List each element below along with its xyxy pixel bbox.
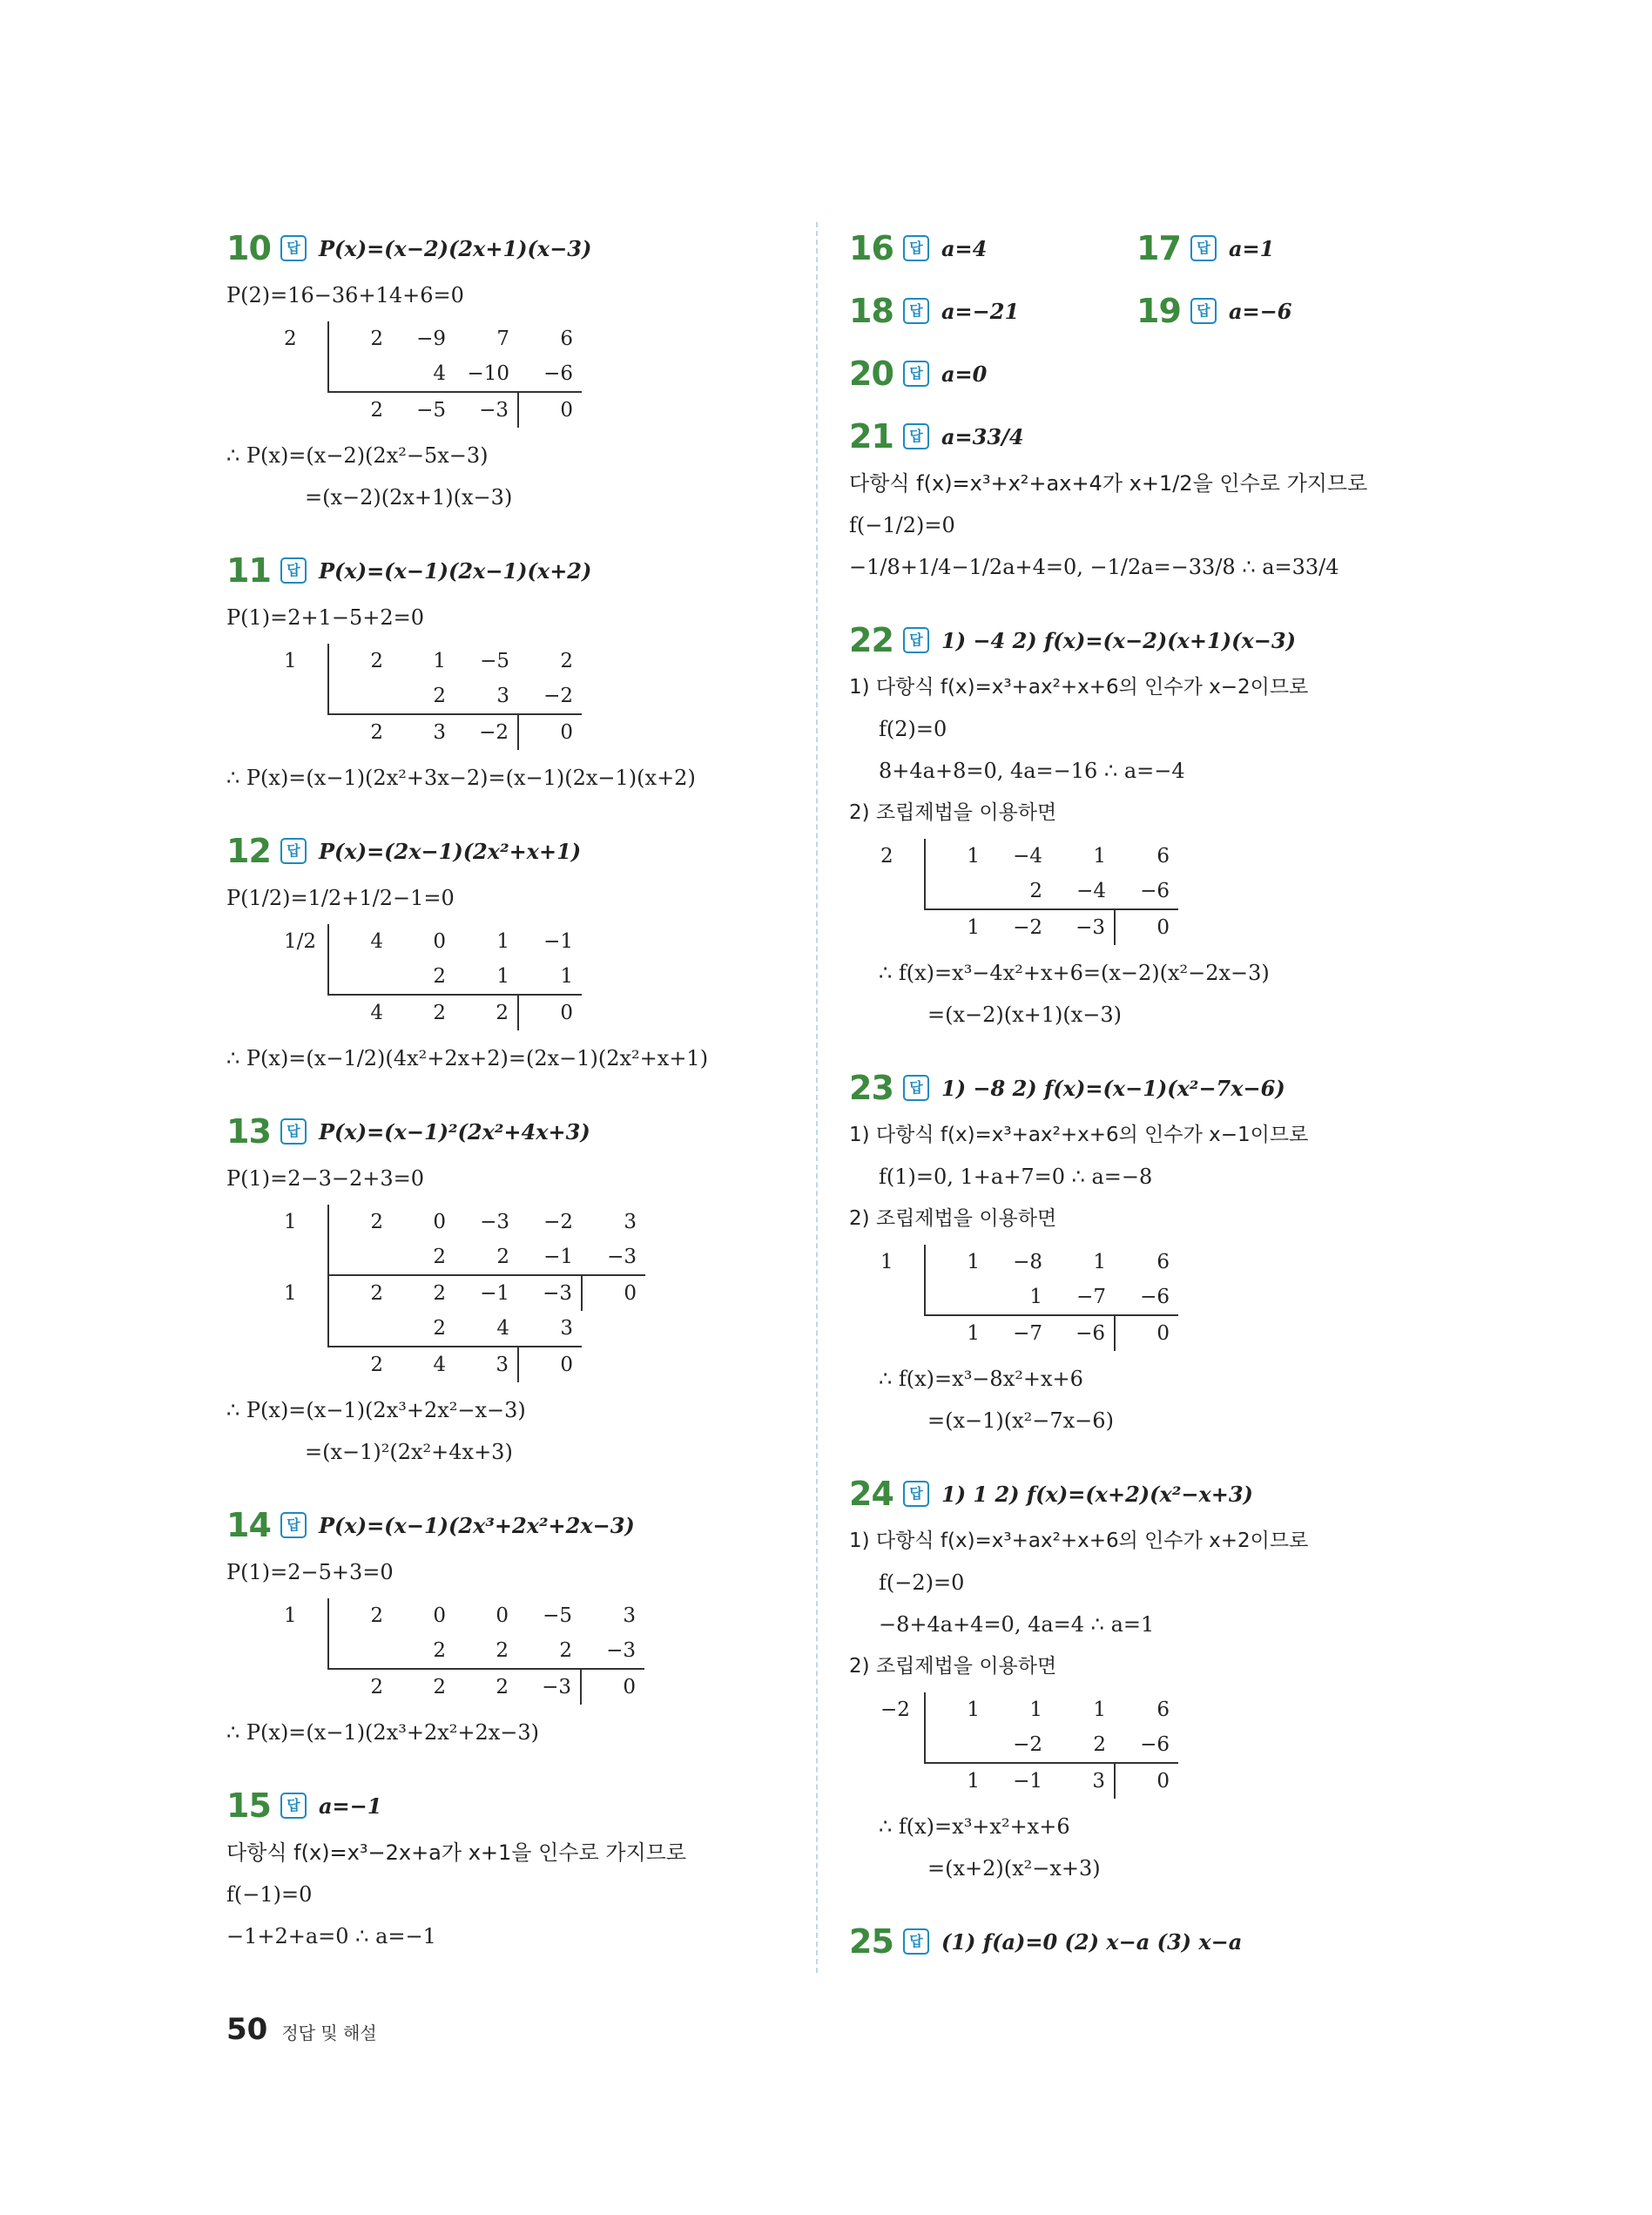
answer-badge: 답: [903, 235, 929, 261]
answer: P(x)=(x−1)(2x³+2x²+2x−3): [319, 1512, 635, 1538]
step-1: 1) 다항식 f(x)=x³+ax²+x+6의 인수가 x+2이므로: [849, 1530, 1309, 1552]
problem-13: [226, 1105, 827, 1473]
problem-15: [226, 1779, 827, 1957]
step-2: 2) 조립제법을 이용하면: [849, 1655, 1057, 1678]
solution-line: f(−1/2)=0: [849, 513, 955, 537]
problem-number: 23: [849, 1069, 893, 1107]
problem-number: 15: [226, 1786, 271, 1825]
synthetic-division: 1 2 0 −3 −2 3 2 2 −1 −3 1 2 2 −1 −3 0 2 4 3 2 4 3 0: [279, 1205, 645, 1382]
solution-line: 다항식 f(x)=x³+x²+ax+4가 x+1/2을 인수로 가지므로: [849, 471, 1368, 496]
solution-line: f(2)=0: [879, 717, 947, 741]
step-1: 1) 다항식 f(x)=x³+ax²+x+6의 인수가 x−2이므로: [849, 676, 1309, 699]
answer: a=−6: [1229, 298, 1292, 324]
solution-line: =(x−1)²(2x²+4x+3): [305, 1440, 513, 1464]
answer-badge: 답: [903, 361, 929, 387]
answer-badge: 답: [280, 838, 307, 864]
solution-line: =(x+2)(x²−x+3): [927, 1856, 1101, 1881]
problem-18: [849, 285, 1136, 337]
step-2: 2) 조립제법을 이용하면: [849, 1207, 1057, 1230]
problem-number: 19: [1136, 292, 1181, 330]
solution-line: f(1)=0, 1+a+7=0 ∴ a=−8: [879, 1165, 1153, 1189]
solution-line: P(2)=16−36+14+6=0: [226, 283, 464, 307]
problem-17: [1136, 222, 1424, 274]
solution-line: f(−2)=0: [879, 1570, 965, 1595]
problem-14: [226, 1499, 827, 1753]
answer-badge: 답: [903, 1075, 929, 1101]
solution-line: 8+4a+8=0, 4a=−16 ∴ a=−4: [879, 759, 1185, 783]
problem-number: 12: [226, 832, 271, 870]
problem-10: [226, 222, 827, 518]
problem-number: 24: [849, 1475, 893, 1513]
synthetic-division: 2 2 −9 7 6 4 −10 −6 2 −5 −3 0: [279, 321, 582, 428]
answer-badge: 답: [280, 1118, 307, 1145]
answer: P(x)=(x−1)²(2x²+4x+3): [319, 1118, 590, 1145]
answer: 1) 1 2) f(x)=(x+2)(x²−x+3): [941, 1481, 1253, 1507]
synthetic-division: 1 2 0 0 −5 3 2 2 2 −3 2 2 2 −3 0: [279, 1598, 644, 1705]
problem-number: 17: [1136, 229, 1181, 267]
answer: a=33/4: [941, 423, 1024, 449]
answer-badge: 답: [1190, 235, 1217, 261]
answer-badge: 답: [280, 1512, 307, 1538]
answer-badge: 답: [903, 423, 929, 449]
problem-number: 11: [226, 551, 271, 590]
synthetic-division: 2 1 −4 1 6 2 −4 −6 1 −2 −3 0: [875, 839, 1178, 945]
problem-23: [849, 1062, 1433, 1442]
answer-badge: 답: [903, 1928, 929, 1955]
problem-12: [226, 825, 827, 1079]
solution-line: −1/8+1/4−1/2a+4=0, −1/2a=−33/8 ∴ a=33/4: [849, 555, 1339, 579]
answer: P(x)=(x−2)(2x+1)(x−3): [319, 235, 592, 261]
solution-line: =(x−1)(x²−7x−6): [927, 1408, 1114, 1433]
solution-line: ∴ P(x)=(x−1)(2x³+2x²−x−3): [226, 1398, 526, 1422]
answer-badge: 답: [903, 298, 929, 324]
solution-line: ∴ f(x)=x³+x²+x+6: [879, 1814, 1070, 1839]
answer-badge: 답: [280, 235, 307, 261]
solution-line: =(x−2)(2x+1)(x−3): [305, 485, 513, 510]
solution-line: ∴ P(x)=(x−2)(2x²−5x−3): [226, 443, 489, 468]
problem-16: [849, 222, 1136, 274]
answer-badge: 답: [280, 557, 307, 584]
answer: a=−21: [941, 298, 1020, 324]
answer: 1) −8 2) f(x)=(x−1)(x²−7x−6): [941, 1075, 1285, 1101]
answer: a=4: [941, 235, 988, 261]
right-column: [849, 222, 1433, 1994]
problem-number: 10: [226, 229, 271, 267]
answer-badge: 답: [903, 627, 929, 653]
page-number: 50: [226, 2012, 268, 2047]
answer-badge: 답: [1190, 298, 1217, 324]
problem-24: [849, 1468, 1433, 1889]
problem-number: 21: [849, 417, 893, 456]
solution-line: =(x−2)(x+1)(x−3): [927, 1003, 1123, 1027]
solution-line: −8+4a+4=0, 4a=4 ∴ a=1: [879, 1612, 1155, 1637]
solution-line: f(−1)=0: [226, 1882, 313, 1907]
solution-line: ∴ P(x)=(x−1)(2x²+3x−2)=(x−1)(2x−1)(x+2): [226, 766, 696, 790]
solution-line: P(1/2)=1/2+1/2−1=0: [226, 886, 455, 910]
problem-number: 16: [849, 229, 893, 267]
page-footer: [226, 2012, 377, 2047]
synthetic-division: −2 1 1 1 6 −2 2 −6 1 −1 3 0: [875, 1692, 1178, 1799]
problem-25: [849, 1915, 1433, 1968]
solution-line: ∴ f(x)=x³−8x²+x+6: [879, 1367, 1083, 1391]
problem-19: [1136, 285, 1424, 337]
footer-title: 정답 및 해설: [281, 2023, 377, 2043]
problem-11: [226, 544, 827, 799]
step-1: 1) 다항식 f(x)=x³+ax²+x+6의 인수가 x−1이므로: [849, 1124, 1309, 1146]
step-2: 2) 조립제법을 이용하면: [849, 801, 1057, 824]
solution-line: −1+2+a=0 ∴ a=−1: [226, 1924, 436, 1948]
answer: (1) f(a)=0 (2) x−a (3) x−a: [941, 1928, 1243, 1955]
problem-number: 18: [849, 292, 893, 330]
solution-line: P(1)=2−5+3=0: [226, 1560, 394, 1584]
answer-badge: 답: [280, 1793, 307, 1819]
problem-number: 13: [226, 1112, 271, 1151]
answer-badge: 답: [903, 1481, 929, 1507]
synthetic-division: 1 2 1 −5 2 2 3 −2 2 3 −2 0: [279, 644, 582, 750]
solution-line: ∴ f(x)=x³−4x²+x+6=(x−2)(x²−2x−3): [879, 961, 1270, 985]
problem-22: [849, 614, 1433, 1036]
problem-21: [849, 410, 1433, 588]
problem-number: 25: [849, 1922, 893, 1961]
answer: P(x)=(x−1)(2x−1)(x+2): [319, 557, 592, 584]
solution-line: ∴ P(x)=(x−1)(2x³+2x²+2x−3): [226, 1720, 540, 1745]
solution-line: ∴ P(x)=(x−1/2)(4x²+2x+2)=(2x−1)(2x²+x+1): [226, 1046, 709, 1070]
answer: a=−1: [319, 1793, 382, 1819]
problem-number: 22: [849, 621, 893, 659]
synthetic-division: 1 1 −8 1 6 1 −7 −6 1 −7 −6 0: [875, 1245, 1178, 1351]
problem-20: [849, 348, 1433, 400]
problem-number: 20: [849, 355, 893, 393]
answer: a=0: [941, 361, 988, 387]
answer: P(x)=(2x−1)(2x²+x+1): [319, 838, 582, 864]
answer: 1) −4 2) f(x)=(x−2)(x+1)(x−3): [941, 627, 1296, 653]
synthetic-division: 1/2 4 0 1 −1 2 1 1 4 2 2 0: [279, 924, 582, 1030]
solution-line: 다항식 f(x)=x³−2x+a가 x+1을 인수로 가지므로: [226, 1840, 687, 1865]
solution-line: P(1)=2+1−5+2=0: [226, 605, 425, 630]
problem-number: 14: [226, 1506, 271, 1544]
solution-line: P(1)=2−3−2+3=0: [226, 1166, 425, 1191]
answer: a=1: [1229, 235, 1275, 261]
left-column: [226, 222, 827, 1983]
